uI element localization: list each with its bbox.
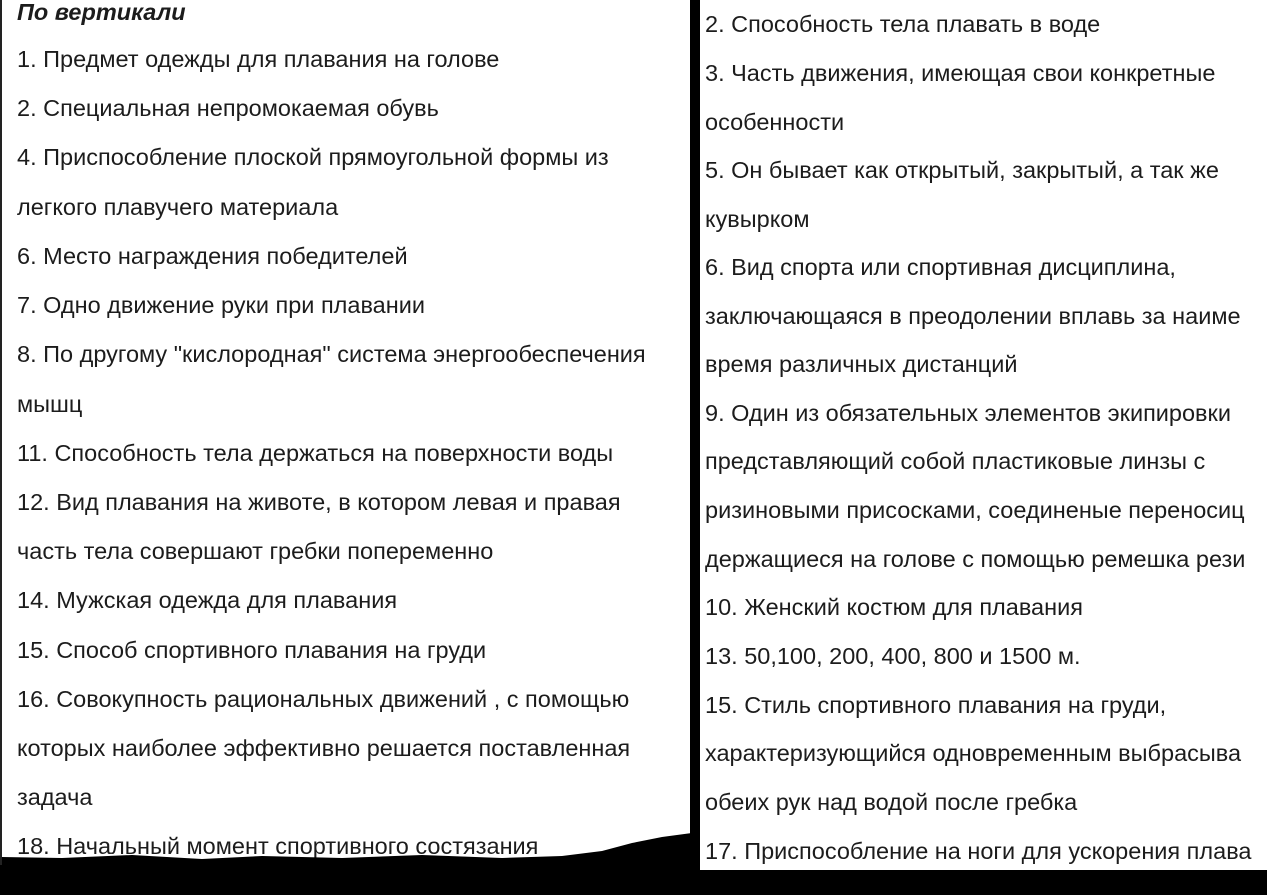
clue-line: задача [17, 784, 93, 810]
clue-line: которых наиболее эффективно решается поставленная [17, 735, 631, 761]
clue-line: 17. Приспособление на ноги для ускорения плава [705, 838, 1252, 864]
clue-line: 6. Место награждения победителей [17, 243, 408, 269]
clue-line: 12. Вид плавания на животе, в котором левая и правая [17, 489, 621, 515]
clue-line: 2. Специальная непромокаемая обувь [17, 95, 439, 121]
clue-line: 13. 50,100, 200, 400, 800 и 1500 м. [705, 643, 1081, 669]
clue-line: 16. Совокупность рациональных движений , с помощью [17, 686, 630, 712]
right-column-page [700, 0, 1267, 870]
clue-line: 2. Способность тела плавать в воде [705, 11, 1101, 37]
clue-line: 5. Он бывает как открытый, закрытый, а так же [705, 157, 1219, 183]
clue-line: обеих рук над водой после гребка [705, 789, 1078, 815]
clue-line: 15. Способ спортивного плавания на груди [17, 637, 487, 663]
clue-line: 7. Одно движение руки при плавании [17, 292, 425, 318]
clue-line: 11. Способность тела держаться на поверхности воды [17, 440, 614, 466]
clue-line: 18. Начальный момент спортивного состязания [17, 833, 539, 859]
clue-line: держащиеся на голове с помощью ремешка рези [705, 546, 1246, 572]
clue-line: часть тела совершают гребки попеременно [17, 538, 494, 564]
clue-line: заключающаяся в преодолении вплавь за наиме [705, 303, 1241, 329]
clue-line: мышц [17, 391, 83, 417]
clue-line: 4. Приспособление плоской прямоугольной формы из [17, 144, 609, 170]
clue-line: 8. По другому "кислородная" система энергообеспечения [17, 341, 646, 367]
section-heading: По вертикали [17, 0, 186, 25]
clue-line: 10. Женский костюм для плавания [705, 594, 1083, 620]
clue-line: 15. Стиль спортивного плавания на груди, [705, 692, 1167, 718]
clue-line: кувырком [705, 206, 810, 232]
clue-line: 6. Вид спорта или спортивная дисциплина, [705, 254, 1176, 280]
clue-line: легкого плавучего материала [17, 194, 339, 220]
clue-line: особенности [705, 109, 845, 135]
clue-line: 14. Мужская одежда для плавания [17, 587, 398, 613]
clue-line: ризиновыми присосками, соединеные переносиц [705, 497, 1245, 523]
torn-paper-edge [2, 825, 690, 865]
clue-line: представляющий собой пластиковые линзы с [705, 448, 1206, 474]
clue-line: характеризующийся одновременным выбрасыва [705, 740, 1242, 766]
clue-line: время различных дистанций [705, 351, 1018, 377]
clue-line: 9. Один из обязательных элементов экипировки [705, 400, 1231, 426]
clue-line: 3. Часть движения, имеющая свои конкретные [705, 60, 1216, 86]
clue-line: 1. Предмет одежды для плавания на голове [17, 46, 500, 72]
